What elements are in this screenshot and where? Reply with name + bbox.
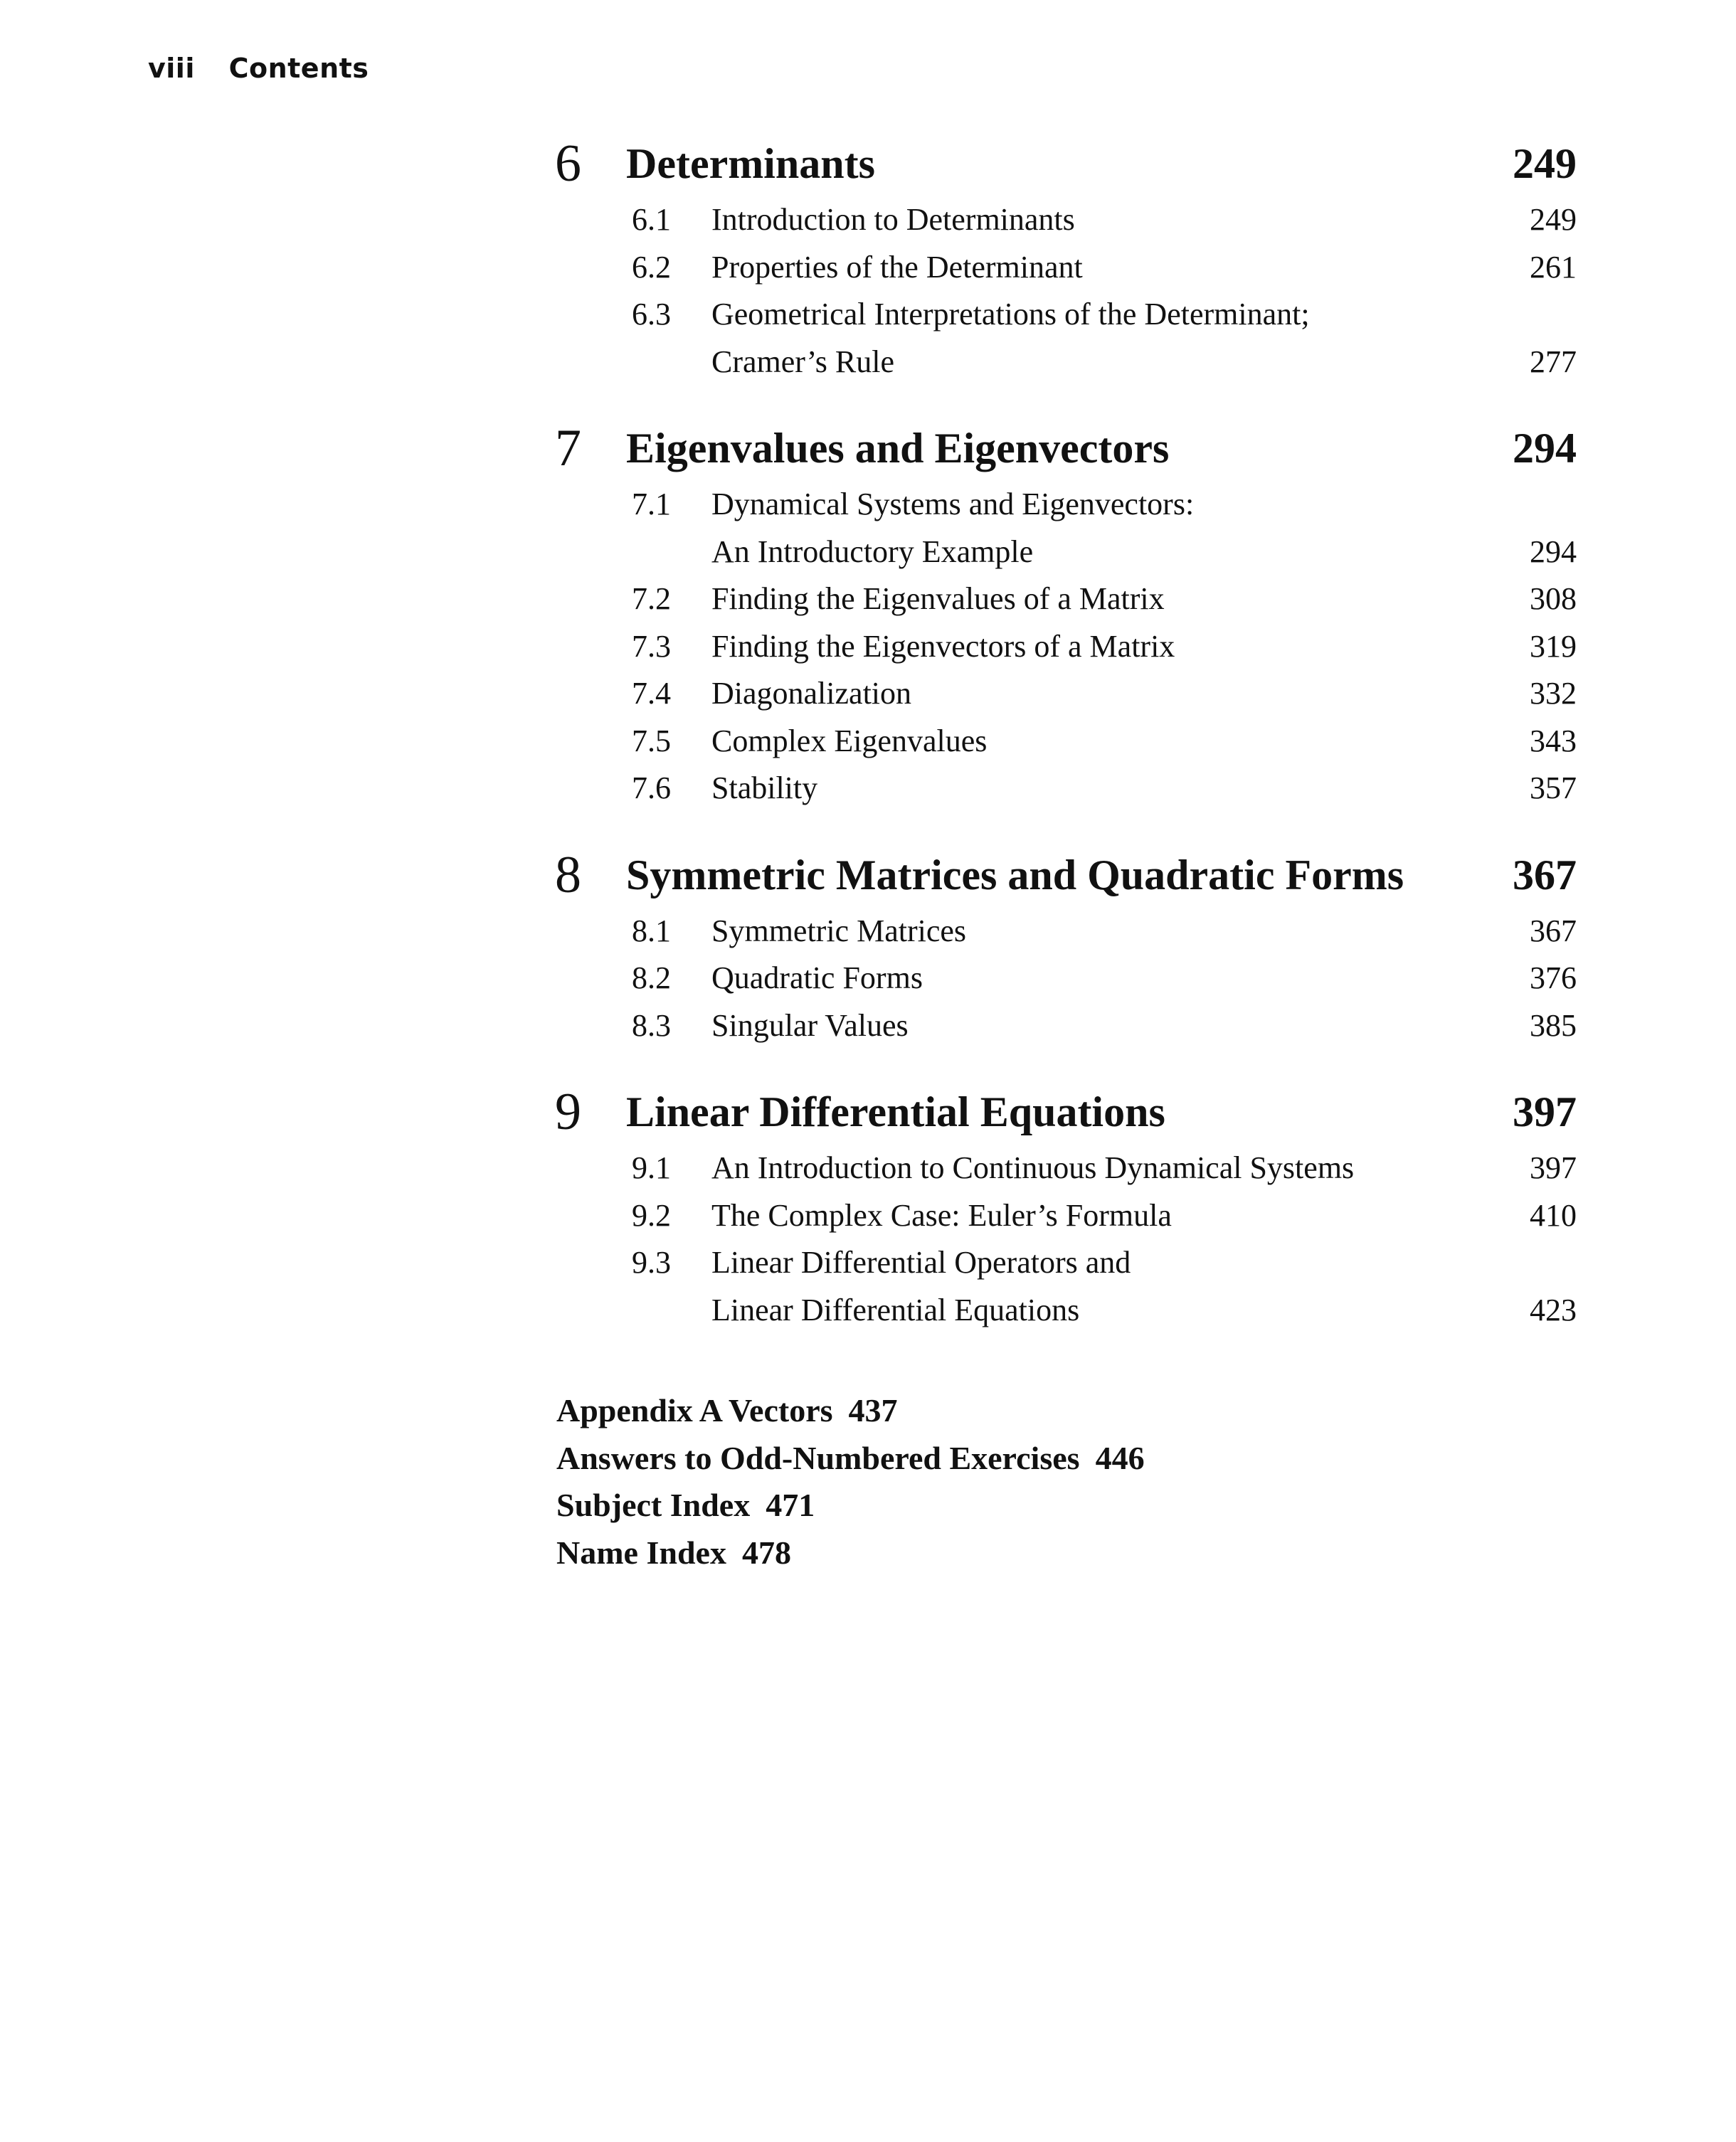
back-matter-list <box>556 1387 1145 1576</box>
chapter-number: 7 <box>555 419 581 477</box>
toc-entry <box>555 718 1577 765</box>
chapter-7 <box>555 415 1577 812</box>
chapter-page-number: 397 <box>1513 1088 1577 1135</box>
section-number: 7.4 <box>632 676 671 711</box>
section-list <box>555 1145 1577 1334</box>
toc-entry <box>555 1192 1577 1240</box>
section-page-number: 397 <box>1530 1150 1577 1185</box>
section-title <box>711 623 1477 671</box>
toc-entry <box>555 908 1577 955</box>
section-number: 7.6 <box>632 770 671 805</box>
back-matter-entry <box>556 1482 1145 1529</box>
section-number: 9.1 <box>632 1150 671 1185</box>
section-title-line: An Introduction to Continuous Dynamical Systems <box>711 1150 1355 1185</box>
back-matter-entry <box>556 1529 1145 1577</box>
table-of-contents <box>555 131 1577 1364</box>
section-number: 7.5 <box>632 723 671 758</box>
section-title-line: Stability <box>711 770 818 805</box>
section-number: 9.3 <box>632 1245 671 1280</box>
section-page-number: 277 <box>1530 344 1577 379</box>
section-number: 8.1 <box>632 913 671 948</box>
running-head <box>148 53 369 84</box>
section-number: 6.3 <box>632 297 671 332</box>
section-title-line: Symmetric Matrices <box>711 913 967 948</box>
chapter-heading <box>555 1079 1577 1145</box>
section-title-line: Finding the Eigenvectors of a Matrix <box>711 628 1175 664</box>
section-title-line: Introduction to Determinants <box>711 202 1075 237</box>
section-title-line: An Introductory Example <box>711 534 1034 569</box>
section-title-line: Geometrical Interpretations of the Determinant; <box>711 297 1310 332</box>
section-title-line: Cramer’s Rule <box>711 344 895 379</box>
section-title <box>711 1145 1477 1192</box>
chapter-page-number: 294 <box>1513 425 1577 472</box>
section-number: 8.2 <box>632 960 671 995</box>
back-matter-entry <box>556 1435 1145 1483</box>
section-title-line: Linear Differential Equations <box>711 1292 1080 1327</box>
back-matter-title: Subject Index <box>556 1487 751 1523</box>
section-title <box>711 718 1477 765</box>
chapter-heading <box>555 415 1577 481</box>
section-page-number: 367 <box>1530 913 1577 948</box>
page-folio: viii <box>148 53 195 84</box>
section-page-number: 308 <box>1530 581 1577 616</box>
section-title <box>711 291 1477 386</box>
section-title <box>711 244 1477 292</box>
section-title <box>711 1002 1477 1050</box>
toc-entry <box>555 765 1577 812</box>
section-page-number: 376 <box>1530 960 1577 995</box>
toc-entry <box>555 670 1577 718</box>
toc-entry <box>555 196 1577 244</box>
section-title <box>711 1239 1477 1334</box>
section-title-line: Linear Differential Operators and <box>711 1245 1131 1280</box>
section-number: 8.3 <box>632 1007 671 1043</box>
toc-entry <box>555 623 1577 671</box>
section-title-line: Diagonalization <box>711 676 912 711</box>
running-head-title: Contents <box>228 53 369 84</box>
chapter-title: Determinants <box>626 140 875 187</box>
section-title <box>711 481 1477 576</box>
toc-entry <box>555 1145 1577 1192</box>
section-title <box>711 576 1477 623</box>
section-number: 7.2 <box>632 581 671 616</box>
section-page-number: 332 <box>1530 676 1577 711</box>
chapter-page-number: 367 <box>1513 851 1577 898</box>
chapter-8 <box>555 842 1577 1050</box>
section-list <box>555 481 1577 812</box>
back-matter-entry <box>556 1387 1145 1435</box>
section-page-number: 385 <box>1530 1007 1577 1043</box>
section-title <box>711 196 1477 244</box>
section-page-number: 357 <box>1530 770 1577 805</box>
section-title-line: Complex Eigenvalues <box>711 723 988 758</box>
chapter-6 <box>555 131 1577 386</box>
chapter-title: Linear Differential Equations <box>626 1088 1165 1135</box>
chapter-number: 9 <box>555 1083 581 1141</box>
chapter-heading <box>555 842 1577 908</box>
chapter-title: Symmetric Matrices and Quadratic Forms <box>626 851 1404 898</box>
section-page-number: 249 <box>1530 202 1577 237</box>
toc-entry <box>555 1002 1577 1050</box>
section-number: 7.3 <box>632 628 671 664</box>
section-page-number: 261 <box>1530 249 1577 285</box>
back-matter-title: Appendix A Vectors <box>556 1392 833 1428</box>
chapter-number: 8 <box>555 845 581 904</box>
section-title-line: Properties of the Determinant <box>711 249 1083 285</box>
section-title-line: Singular Values <box>711 1007 909 1043</box>
section-list <box>555 196 1577 386</box>
section-page-number: 343 <box>1530 723 1577 758</box>
back-matter-page-number: 446 <box>1095 1439 1145 1476</box>
chapter-number: 6 <box>555 134 581 193</box>
chapter-title: Eigenvalues and Eigenvectors <box>626 425 1170 472</box>
section-page-number: 423 <box>1530 1292 1577 1327</box>
chapter-heading <box>555 131 1577 196</box>
section-number: 7.1 <box>632 487 671 521</box>
section-number: 9.2 <box>632 1197 671 1233</box>
chapter-9 <box>555 1079 1577 1334</box>
toc-entry <box>555 1239 1577 1334</box>
section-title <box>711 1192 1477 1240</box>
section-list <box>555 908 1577 1050</box>
back-matter-page-number: 471 <box>766 1487 815 1523</box>
section-number: 6.1 <box>632 202 671 237</box>
toc-entry <box>555 244 1577 292</box>
section-title-line: Dynamical Systems and Eigenvectors: <box>711 487 1195 521</box>
back-matter-page-number: 437 <box>848 1392 898 1428</box>
toc-entry <box>555 576 1577 623</box>
section-number: 6.2 <box>632 249 671 285</box>
section-page-number: 319 <box>1530 628 1577 664</box>
toc-entry <box>555 955 1577 1002</box>
section-title <box>711 908 1477 955</box>
toc-entry <box>555 291 1577 386</box>
back-matter-title: Name Index <box>556 1534 726 1571</box>
section-title <box>711 765 1477 812</box>
back-matter-page-number: 478 <box>741 1534 791 1571</box>
section-title-line: The Complex Case: Euler’s Formula <box>711 1197 1172 1233</box>
section-title <box>711 670 1477 718</box>
chapter-page-number: 249 <box>1513 140 1577 187</box>
section-page-number: 410 <box>1530 1197 1577 1233</box>
section-title-line: Quadratic Forms <box>711 960 923 995</box>
back-matter-title: Answers to Odd-Numbered Exercises <box>556 1439 1080 1476</box>
toc-entry <box>555 481 1577 576</box>
section-page-number: 294 <box>1530 534 1577 569</box>
section-title-line: Finding the Eigenvalues of a Matrix <box>711 581 1165 616</box>
section-title <box>711 955 1477 1002</box>
